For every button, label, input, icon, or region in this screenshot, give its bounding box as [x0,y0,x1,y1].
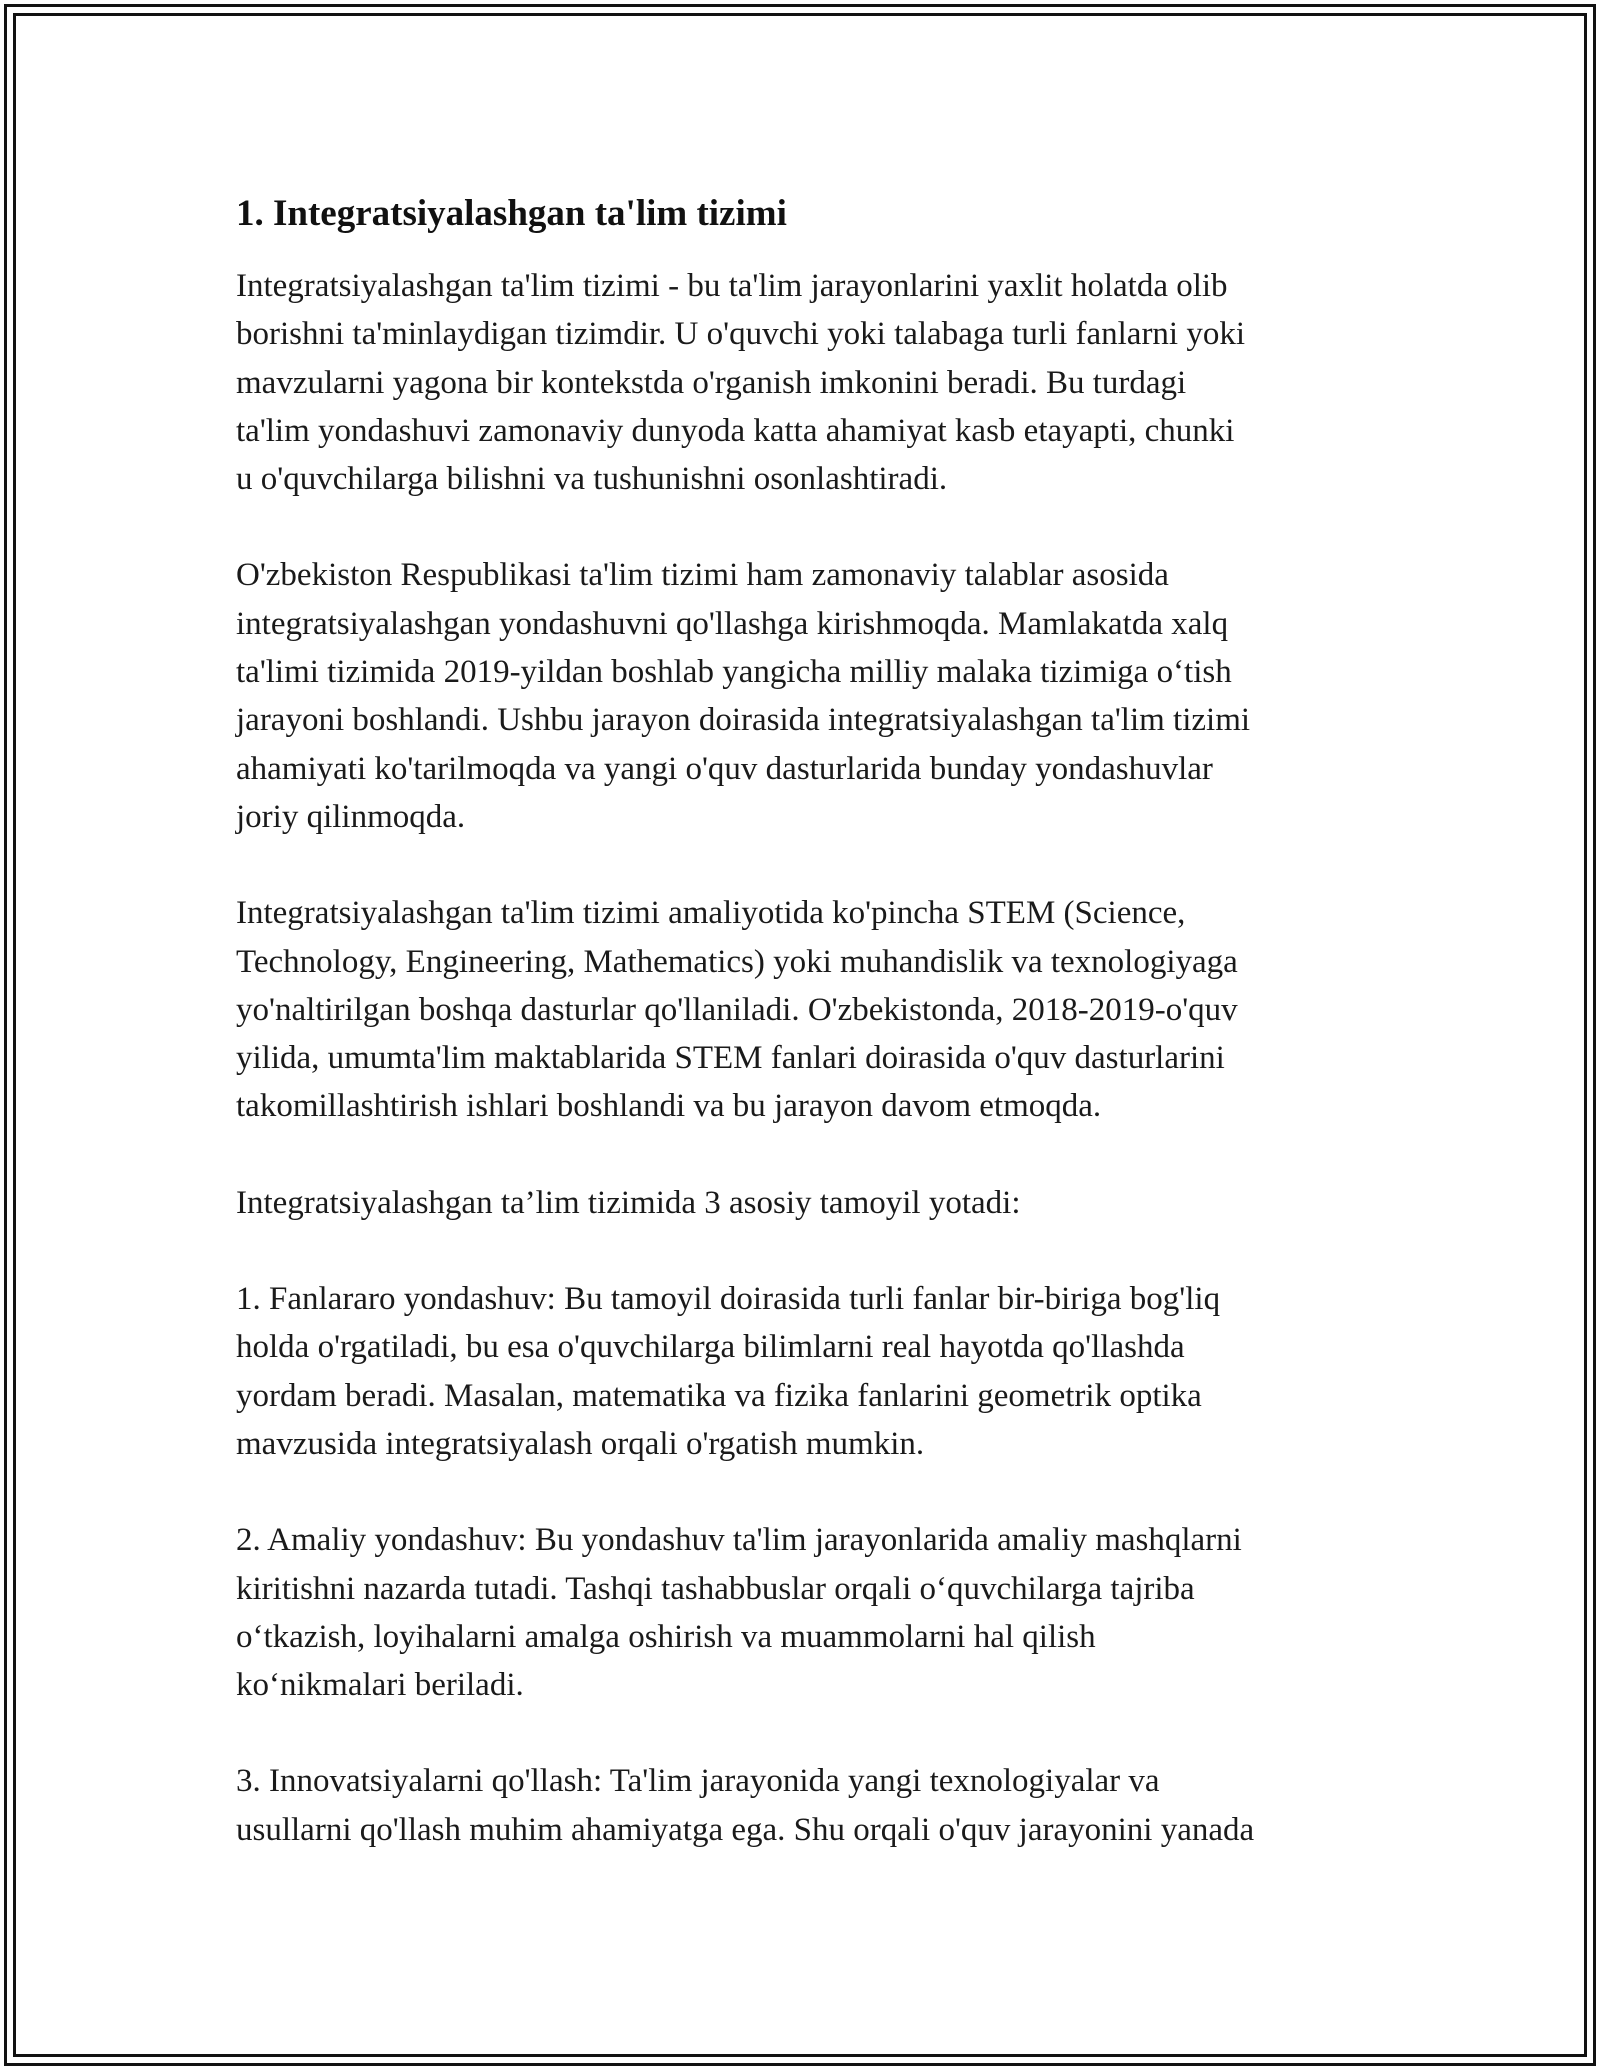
text-line: yo'naltirilgan boshqa dasturlar qo'llaniladi. O'zbekistonda, 2018-2019-o'quv [236,991,1238,1028]
text-line: ko‘nikmalari beriladi. [236,1667,524,1704]
text-line: 1. Fanlararo yondashuv: Bu tamoyil doirasida turli fanlar bir-biriga bog'liq [236,1281,1221,1318]
text-line: 2. Amaliy yondashuv: Bu yondashuv ta'lim jarayonlarida amaliy mashqlarni [236,1522,1242,1559]
text-line: yilida, umumta'lim maktablarida STEM fanlari doirasida o'quv dasturlarini [236,1040,1225,1077]
text-line: usullarni qo'llash muhim ahamiyatga ega. Shu orqali o'quv jarayonini yanada [236,1811,1255,1848]
text-line: ahamiyati ko'tarilmoqda va yangi o'quv dasturlarida bunday yondashuvlar [236,750,1213,787]
text-line: ta'limi tizimida 2019-yildan boshlab yangicha milliy malaka tizimiga o‘tish [236,654,1232,691]
text-line: ta'lim yondashuvi zamonaviy dunyoda katta ahamiyat kasb etayapti, chunki [236,412,1235,449]
text-line: o‘tkazish, loyihalarni amalga oshirish va muammolarni hal qilish [236,1618,1096,1655]
paragraph-principle-3 [236,1757,1376,1854]
text-line: Integratsiyalashgan ta'lim tizimi - bu ta'lim jarayonlarini yaxlit holatda olib [236,268,1228,304]
paragraph-intro [236,262,1376,503]
text-line: borishni ta'minlaydigan tizimdir. U o'quvchi yoki talabaga turli fanlarni yoki [236,316,1246,353]
paragraph-principle-2 [236,1516,1376,1709]
text-line: 3. Innovatsiyalarni qo'llash: Ta'lim jarayonida yangi texnologiyalar va [236,1763,1160,1800]
section-heading: 1. Integratsiyalashgan ta'lim tizimi [236,193,787,234]
text-line: jarayoni boshlandi. Ushbu jarayon doirasida integratsiyalashgan ta'lim tizimi [236,702,1251,739]
text-line: Integratsiyalashgan ta'lim tizimi amaliyotida ko'pincha STEM (Science, [236,895,1186,932]
text-line: yordam beradi. Masalan, matematika va fizika fanlarini geometrik optika [236,1377,1202,1414]
text-line: joriy qilinmoqda. [236,798,466,835]
text-line: takomillashtirish ishlari boshlandi va bu jarayon davom etmoqda. [236,1088,1102,1125]
text-line: Technology, Engineering, Mathematics) yoki muhandislik va texnologiyaga [236,943,1238,980]
paragraph-principles-intro [236,1179,1376,1227]
paragraph-principle-1 [236,1275,1376,1468]
text-line: Integratsiyalashgan ta’lim tizimida 3 asosiy tamoyil yotadi: [236,1184,1021,1221]
text-line: kiritishni nazarda tutadi. Tashqi tashabbuslar orqali o‘quvchilarga tajriba [236,1570,1195,1607]
text-line: holda o'rgatiladi, bu esa o'quvchilarga bilimlarni real hayotda qo'llashda [236,1329,1185,1366]
paragraph-stem [236,889,1376,1130]
document-body [236,188,1376,1902]
paragraph-uzbekistan [236,551,1376,841]
text-line: mavzusida integratsiyalash orqali o'rgatish mumkin. [236,1425,925,1462]
text-line: u o'quvchilarga bilishni va tushunishni osonlashtiradi. [236,461,948,498]
text-line: O'zbekiston Respublikasi ta'lim tizimi ham zamonaviy talablar asosida [236,557,1169,594]
text-line: integratsiyalashgan yondashuvni qo'llashga kirishmoqda. Mamlakatda xalq [236,605,1229,642]
text-line: mavzularni yagona bir kontekstda o'rganish imkonini beradi. Bu turdagi [236,364,1187,401]
